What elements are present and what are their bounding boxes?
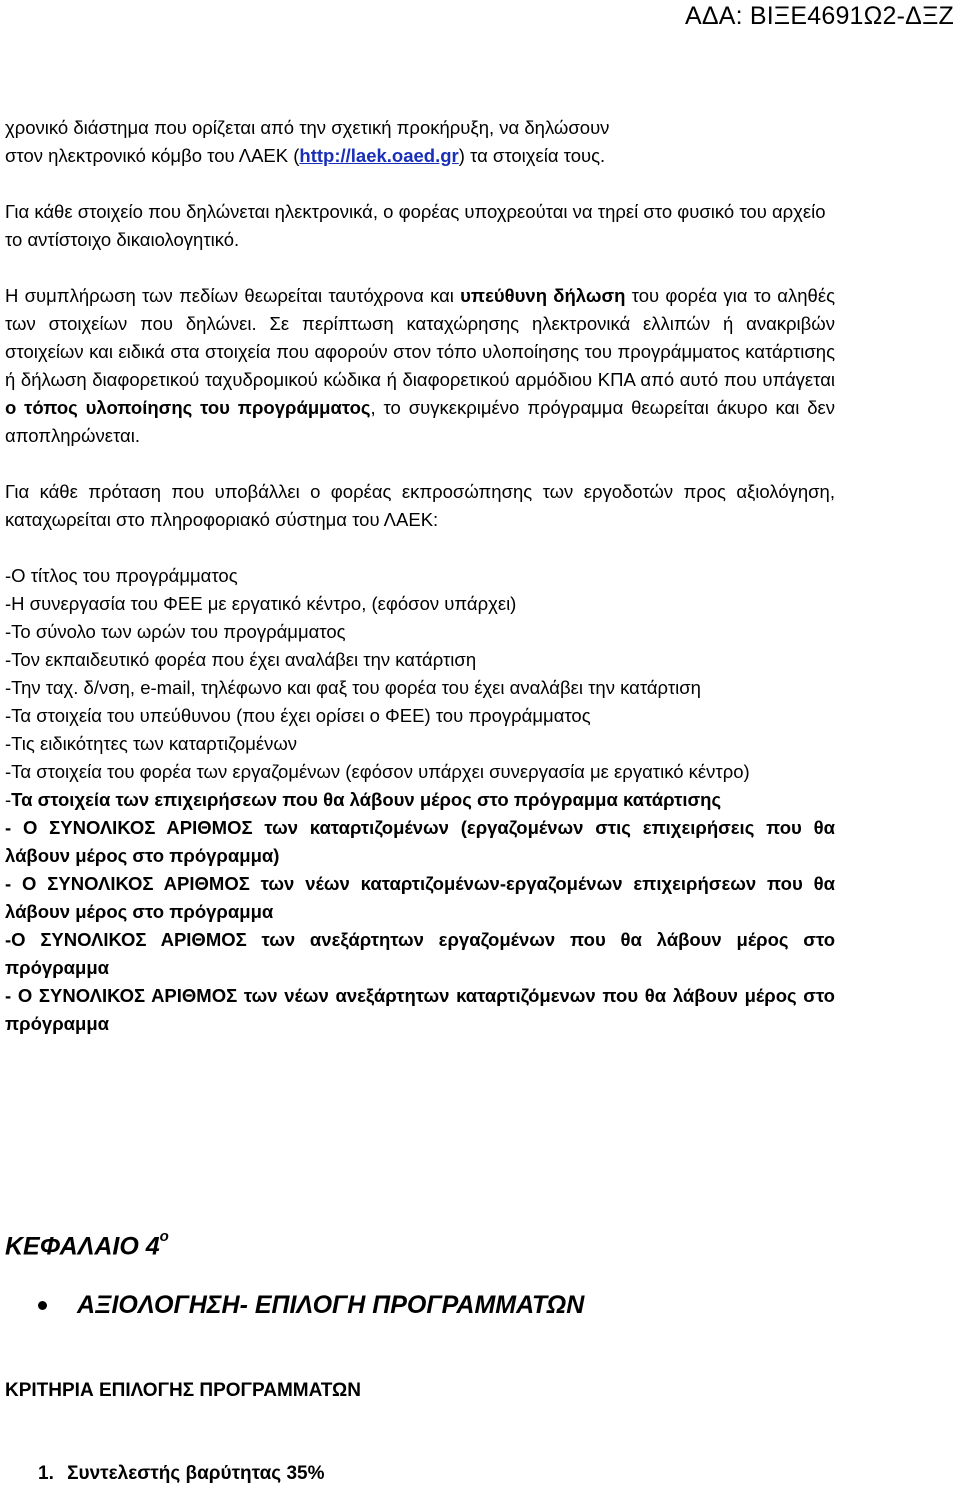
- ada-code: ΑΔΑ: ΒΙΞΕ4691Ω2-ΔΞΖ: [684, 2, 954, 30]
- paragraph-declaration: [5, 282, 835, 450]
- list-item: -Τα στοιχεία του υπεύθυνου (που έχει ορίσει ο ΦΕΕ) του προγράμματος: [5, 705, 591, 726]
- chapter-superscript: ο: [159, 1228, 169, 1245]
- list-item-bold-text: Τα στοιχεία των επιχειρήσεων που θα λάβουν μέρος στο πρόγραμμα κατάρτισης: [11, 789, 722, 810]
- list-item: -Την ταχ. δ/νση, e-mail, τηλέφωνο και φαξ του φορέα του έχει αναλάβει την κατάρτιση: [5, 677, 701, 698]
- declaration-bold-1: υπεύθυνη δήλωση: [460, 285, 626, 306]
- list-item: -Τον εκπαιδευτικό φορέα που έχει αναλάβει την κατάρτιση: [5, 649, 477, 670]
- list-item: -Τις ειδικότητες των καταρτιζομένων: [5, 733, 298, 754]
- paragraph-intro: [5, 114, 835, 170]
- numbered-item-number: 1.: [38, 1463, 54, 1484]
- declaration-bold-2: ο τόπος υλοποίησης του προγράμματος: [5, 397, 371, 418]
- list-item-bold-text: - Ο ΣΥΝΟΛΙΚΟΣ ΑΡΙΘΜΟΣ των καταρτιζομένων (εργαζομένων στις επιχειρήσεις που θα λάβουν μέρος στο πρόγραμμα): [5, 817, 835, 866]
- paragraph-records: Για κάθε στοιχείο που δηλώνεται ηλεκτρονικά, ο φορέας υποχρεούται να τηρεί στο φυσικό του αρχείο το αντίστοιχο δικαιολογητικό.: [5, 201, 826, 250]
- fields-list: [5, 562, 835, 1038]
- list-item-bold: [5, 786, 835, 814]
- declaration-text-3: , το συγκεκριμένο πρόγραμμα θεωρείται άκυρο και δεν αποπληρώνεται.: [5, 397, 835, 446]
- chapter-title-text: ΚΕΦΑΛΑΙΟ 4: [5, 1232, 160, 1261]
- list-item-bold: [5, 870, 835, 926]
- list-item: -Το σύνολο των ωρών του προγράμματος: [5, 621, 346, 642]
- list-item-bold-text: - Ο ΣΥΝΟΛΙΚΟΣ ΑΡΙΘΜΟΣ των νέων ανεξάρτητων καταρτιζόμενων που θα λάβουν μέρος στο πρόγραμμα: [5, 985, 835, 1034]
- list-item: -Ο τίτλος του προγράμματος: [5, 565, 238, 586]
- laek-link[interactable]: http://laek.oaed.gr: [299, 145, 459, 166]
- intro-line-2-pre: στον ηλεκτρονικό κόμβο του ΛΑΕΚ (: [5, 145, 300, 166]
- section-heading-row: [38, 1288, 584, 1322]
- intro-line-1: χρονικό διάστημα που ορίζεται από την σχετική προκήρυξη, να δηλώσουν: [5, 117, 610, 138]
- list-item: -Η συνεργασία του ΦΕΕ με εργατικό κέντρο, (εφόσον υπάρχει): [5, 593, 517, 614]
- criteria-heading: ΚΡΙΤΗΡΙΑ ΕΠΙΛΟΓΗΣ ΠΡΟΓΡΑΜΜΑΤΩΝ: [5, 1380, 361, 1401]
- list-item-bold: [5, 926, 835, 982]
- bullet-icon: [38, 1301, 47, 1310]
- chapter-title: [5, 1224, 169, 1263]
- list-item-bold-text: - Ο ΣΥΝΟΛΙΚΟΣ ΑΡΙΘΜΟΣ των νέων καταρτιζομένων-εργαζομένων επιχειρήσεων που θα λάβουν μέρος στο πρόγραμμα: [5, 873, 835, 922]
- document-body: [5, 114, 835, 1038]
- list-item-bold: [5, 982, 835, 1038]
- list-item-bold-text: -Ο ΣΥΝΟΛΙΚΟΣ ΑΡΙΘΜΟΣ των ανεξάρτητων εργαζομένων που θα λάβουν μέρος στο πρόγραμμα: [5, 929, 835, 978]
- declaration-text-2: του φορέα για το αληθές των στοιχείων που δηλώνει. Σε περίπτωση καταχώρησης ηλεκτρονικά ελλιπών ή ανακριβών στοιχείων και ειδικά στα στοιχεία που αφορούν στον τόπο υλοποίησης του προγράμματος κατάρτισης ή δήλωση διαφορετικού ταχυδρομικού κώδικα ή διαφορετικού αρμόδιου ΚΠΑ από αυτό που υπάγεται: [5, 285, 835, 390]
- declaration-text-1: Η συμπλήρωση των πεδίων θεωρείται ταυτόχρονα και: [5, 285, 461, 306]
- numbered-item: [38, 1460, 325, 1488]
- paragraph-proposal: Για κάθε πρόταση που υποβάλλει ο φορέας εκπροσώπησης των εργοδοτών προς αξιολόγηση, καταχωρείται στο πληροφοριακό σύστημα του ΛΑΕΚ:: [5, 481, 835, 530]
- list-item-dash: -: [5, 789, 12, 810]
- intro-line-2-post: ) τα στοιχεία τους.: [458, 145, 606, 166]
- section-heading: ΑΞΙΟΛΟΓΗΣΗ- ΕΠΙΛΟΓΗ ΠΡΟΓΡΑΜΜΑΤΩΝ: [77, 1291, 585, 1319]
- numbered-item-text: Συντελεστής βαρύτητας 35%: [67, 1463, 325, 1484]
- list-item-bold: [5, 814, 835, 870]
- list-item: -Τα στοιχεία του φορέα των εργαζομένων (εφόσον υπάρχει συνεργασία με εργατικό κέντρο): [5, 761, 750, 782]
